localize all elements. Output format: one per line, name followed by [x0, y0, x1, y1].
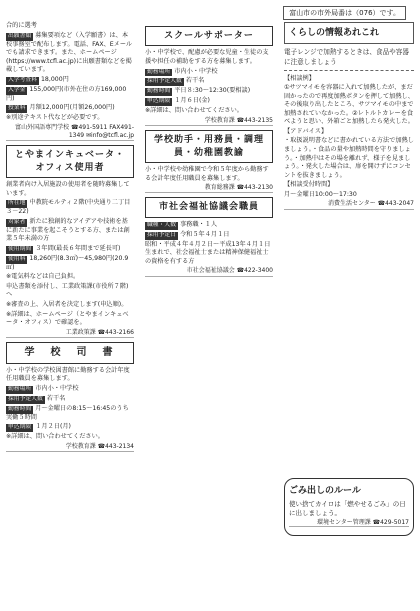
- item-text: 若干名: [185, 77, 205, 85]
- item-text: １月２日(月): [35, 423, 71, 431]
- column-1: [6, 22, 134, 456]
- list-item: [145, 97, 273, 106]
- paragraph: ①サツマイモを容器に入れて加熱したが、まだ固かったので再度加熱ボタンを押して加熱し、その後取り出したところ、サツマイモの中まで加熱されていなかった。②レトルトカレーを食べようと思い、外箱ごと加熱したら発火した。: [284, 84, 414, 126]
- list-item: [6, 405, 134, 423]
- note: ※詳細は、問い合わせてください。: [6, 433, 104, 441]
- contact-info: 工業政策課 ☎443-2166: [6, 329, 134, 338]
- item-tag: 採用予定人数: [8, 395, 43, 402]
- item-tag: 申込期限: [147, 98, 171, 105]
- item-tag: 対象者: [8, 218, 26, 225]
- subheading: 【アドバイス】: [284, 127, 328, 135]
- list-item: [6, 385, 134, 394]
- note: ※審査の上、入居者を決定します(申込順)。: [6, 300, 128, 308]
- item-text: 月～金曜日の8:15～16:45のうち実働５時間: [6, 404, 129, 421]
- item-text: 市内小・中学校: [35, 384, 79, 392]
- item-tag: 使用期間: [8, 245, 32, 252]
- list-item: [145, 87, 273, 96]
- items-list: [6, 32, 134, 123]
- garbage-title: ごみ出しのルール: [289, 486, 361, 496]
- item-tag: 勤務時間: [147, 88, 171, 95]
- contact-info: 市社会福祉協議会 ☎422-3400: [145, 267, 273, 276]
- column-3: [284, 22, 414, 214]
- item-text: 月額12,000円(月額26,000円): [29, 104, 115, 112]
- garbage-rules: [284, 478, 414, 536]
- area-code-note: 富山市の市外局番は（076）です。: [283, 6, 406, 20]
- list-item: [6, 86, 134, 104]
- list-item: [6, 104, 134, 113]
- section-title: とやまインキュベータ・オフィス使用者: [6, 145, 134, 178]
- list-item: [145, 77, 273, 86]
- note: ※詳細は、問い合わせてください。: [145, 107, 243, 115]
- item-text: １月６日(金): [174, 97, 210, 105]
- paragraph: 月～金曜日10:00～17:30: [284, 190, 357, 198]
- section-body: 昭和・平成４年４月２日～平成13年４月１日生まれで、社会福祉士または精神保健福祉士の資格を有する方: [145, 240, 271, 265]
- item-tag: 出願書類: [8, 32, 32, 39]
- item-tag: 採用予定人数: [147, 78, 182, 85]
- item-tag: 勤務場所: [8, 385, 32, 392]
- item-tag: 申込期限: [8, 424, 32, 431]
- paragraph: ・取扱説明書などに書かれている方法で加熱しましょう。・食品の量や加熱時間を守りましょう。・加熱中はその場を離れず、様子を見ましょう。・発火した場合は、扉を開けずにコンセントを抜きましょう。: [284, 137, 414, 179]
- section-title: スクールサポーター: [145, 26, 273, 46]
- list-item: [6, 114, 134, 123]
- section-title: 学校助手・用務員・調理員・幼稚園教諭: [145, 130, 273, 163]
- item-tag: 授業料: [8, 105, 26, 112]
- subheading: 【相談例】: [284, 74, 315, 82]
- item-text: ※別途テキスト代などが必要です。: [6, 114, 104, 122]
- section-header: くらしの情報あれこれ: [284, 22, 414, 44]
- section-title: 学 校 司 書: [6, 342, 134, 364]
- list-item: [6, 218, 134, 244]
- apply-text: 申込書類を添付し、工業政策課(市役所７階)へ: [6, 282, 129, 299]
- contact-info: 学校教育課 ☎443-2135: [145, 117, 273, 126]
- detail-text: ※詳細は、ホームページ（とやまインキュベータ・オフィス）で確認を。: [6, 310, 129, 327]
- section-body: 小・中学校や幼稚園で令和５年度から勤務する会計年度任用職員を募集します。: [145, 166, 269, 182]
- item-text: 事務職・１人: [180, 220, 218, 228]
- item-tag: 勤務時間: [8, 405, 32, 412]
- note: ※電気料などは自己負担。: [6, 273, 80, 281]
- item-text: 中教院モルティ２階(中央通り二丁目３－22): [6, 199, 131, 216]
- list-item: [6, 395, 134, 404]
- column-2: [145, 22, 273, 281]
- item-tag: 使用料: [8, 255, 26, 262]
- garbage-text: 使い捨てカイロは「燃やせるごみ」の日に出しましょう。: [289, 500, 406, 517]
- list-item: [6, 245, 134, 254]
- item-tag: 採用予定日: [147, 231, 176, 238]
- item-text: 155,000円(市外在住の方169,000円): [6, 85, 127, 102]
- section-body: 小・中学校の学校図書館に勤務する会計年度任用職員を募集します。: [6, 366, 130, 383]
- item-tag: 勤務場所: [147, 68, 171, 75]
- list-item: [6, 423, 134, 432]
- item-text: 18,260円(8.3㎡)～45,980円(20.9㎡): [6, 254, 129, 271]
- item-tag: 職種・人数: [147, 221, 176, 228]
- list-item: [6, 76, 134, 85]
- garbage-rules-box: [284, 478, 414, 536]
- item-text: 18,000円: [41, 75, 69, 83]
- item-text: 市内小・中学校: [174, 67, 218, 75]
- contact-info: 教育総務課 ☎443-2130: [145, 184, 273, 193]
- contact-info: 消費生活センター ☎443-2047: [284, 200, 414, 209]
- item-text: 若干名: [46, 394, 66, 402]
- list-item: [6, 199, 134, 217]
- item-text: 新たに独創的なアイデアや技術を基に新たに事業を起こそうとする方、または創業５年未満の方: [6, 217, 130, 243]
- list-item: [145, 231, 273, 240]
- contact-info: 環境センター管理課 ☎429-5017: [289, 517, 409, 527]
- section-title: 市社会福祉協議会職員: [145, 197, 273, 217]
- item-text: ３年間(最長６年間まで延長可): [35, 244, 121, 252]
- subheading: 【相談受付時間】: [284, 181, 334, 189]
- list-item: [6, 255, 134, 273]
- contact-info: 富山外国語専門学校 ☎491-5911 FAX491-1349 ✉info@tcfl.ac.jp: [6, 124, 134, 142]
- item-tag: 入学金: [8, 86, 26, 93]
- contact-info: 学校教育課 ☎443-2134: [6, 443, 134, 452]
- item-tag: 所在地: [8, 200, 26, 207]
- section-body: 小・中学校で、配慮が必要な児童・生徒の支援や担任の補助をする方を募集します。: [145, 49, 269, 65]
- list-item: [145, 221, 273, 230]
- item-tag: 入学考査料: [8, 76, 37, 83]
- section-body: 創業者向け入居施設の使用者を随時募集しています。: [6, 181, 130, 197]
- intro-text: 合的に選考: [6, 22, 37, 29]
- item-text: 令和５年４月１日: [180, 230, 230, 238]
- item-text: 募集要項など（入学願書）は、本校事務室で配布します。電話、FAX、Eメールでも請求できます。また、ホームページ(https://www.tcfl.ac.jp)に出願書類などを掲載しています。: [6, 31, 133, 74]
- lead-text: 電子レンジで加熱するときは、食品や容器に注意しましょう: [284, 48, 414, 70]
- item-text: 平日８:30～12:30(要相談): [174, 87, 251, 95]
- list-item: [6, 32, 134, 75]
- list-item: [145, 68, 273, 77]
